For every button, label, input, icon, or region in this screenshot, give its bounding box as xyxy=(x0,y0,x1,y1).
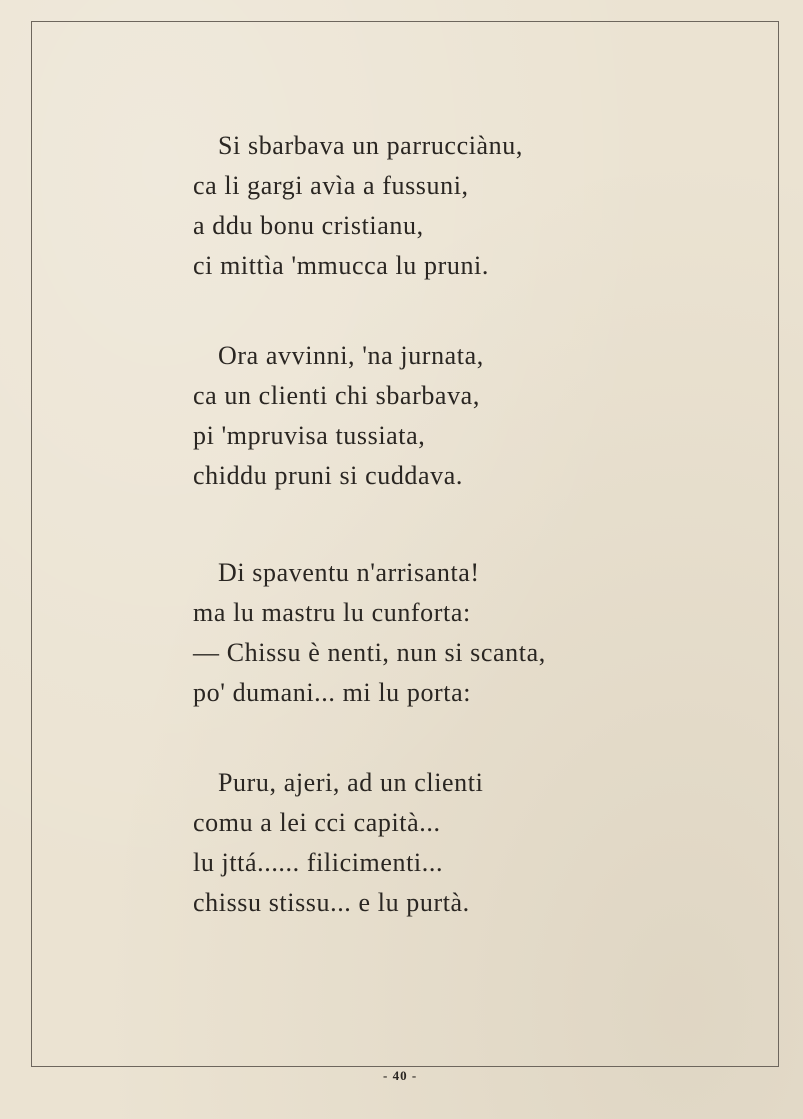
verse-line: ca li gargi avìa a fussuni, xyxy=(193,171,469,200)
verse-line: chissu stissu... e lu purtà. xyxy=(193,888,470,917)
stanza-4 xyxy=(193,763,713,923)
page-number: - 40 - xyxy=(383,1068,418,1083)
verse-line: Puru, ajeri, ad un clienti xyxy=(218,768,484,797)
verse-line: comu a lei cci capità... xyxy=(193,808,441,837)
stanza-2 xyxy=(193,336,713,496)
stanza-3 xyxy=(193,553,713,713)
stanza-1 xyxy=(193,126,713,286)
verse-line: ma lu mastru lu cunforta: xyxy=(193,598,471,627)
verse-line: chiddu pruni si cuddava. xyxy=(193,461,464,490)
verse-line: Ora avvinni, 'na jurnata, xyxy=(218,341,484,370)
verse-line: Di spaventu n'arrisanta! xyxy=(218,558,480,587)
verse-line: ca un clienti chi sbarbava, xyxy=(193,381,480,410)
verse-line: a ddu bonu cristianu, xyxy=(193,211,424,240)
verse-line: lu jttá...... filicimenti... xyxy=(193,848,444,877)
verse-line: po' dumani... mi lu porta: xyxy=(193,678,472,707)
verse-line: — Chissu è nenti, nun si scanta, xyxy=(193,638,546,667)
verse-line: Si sbarbava un parrucciànu, xyxy=(218,131,523,160)
verse-line: pi 'mpruvisa tussiata, xyxy=(193,421,426,450)
verse-line: ci mittìa 'mmucca lu pruni. xyxy=(193,251,489,280)
